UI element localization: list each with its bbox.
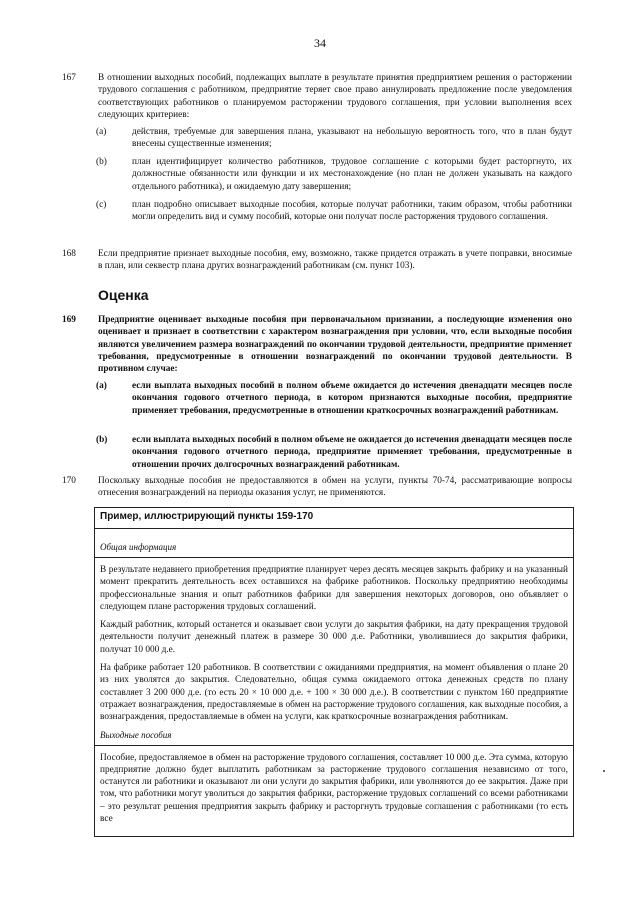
list-item xyxy=(96,434,572,471)
list-item-label: (b) xyxy=(96,435,108,445)
example-paragraph: В результате недавнего приобретения предприятие планирует через десять месяцев закрыть фабрику и на указанный момент прекратить деятельность всех оставшихся на фабрике работников. Поскольку предприятию необходимы профессиональные знания и опыт работников фабрики для завершения некоторых договоров, оно объявляет о следующем плане расторжения трудовых соглашений. xyxy=(100,565,568,612)
paragraph-168 xyxy=(62,248,572,273)
paragraph-text: Поскольку выходные пособия не предоставляются в обмен на услуги, пункты 70-74, рассматривающие вопросы отнесения вознаграждений на периоды оказания услуг, не применяются. xyxy=(98,476,572,499)
paragraph-number: 169 xyxy=(62,315,76,325)
list-item-label: (b) xyxy=(96,157,107,167)
example-paragraph: Пособие, предоставляемое в обмен на расторжение трудового соглашения, составляет 10 000 д.е. Эта сумма, которую предприятие должно будет выплатить работникам за расторжение трудового соглашения независимо от того, останутся ли работники и оказывают ли они услуги до закрытия фабрики, или уволняются до ее закрытия. Даже при том, что работники могут уволиться до закрытия фабрики, расторжение трудовых соглашений со всеми работниками – это результат решения предприятия закрыть фабрику и расторгнуть трудовые соглашения с работниками (то есть все xyxy=(100,752,568,825)
example-title: Пример, иллюстрирующий пункты 159-170 xyxy=(95,508,573,529)
paragraph-number: 170 xyxy=(62,476,76,486)
list-item-text: действия, требуемые для завершения плана, указывают на небольшую вероятность того, что в план будут внесены существенные изменения; xyxy=(132,127,572,150)
paragraph-text: Предприятие оценивает выходные пособия при первоначальном признании, а последующие изменения оно оценивает и признает в соответствии с характером вознаграждения при условии, что, если выходные пособия являются увеличением размера вознаграждений по окончании трудовой деятельности, предприятие применяет требования, предусмотренные в отношении вознаграждений по окончании трудовой деятельности. В противном случае: xyxy=(98,315,572,375)
list-item xyxy=(96,199,572,224)
list-item-label: (c) xyxy=(96,200,107,210)
paragraph-167 xyxy=(62,72,572,121)
section-heading: Оценка xyxy=(98,287,149,303)
paragraph-text: Если предприятие признает выходные пособия, ему, возможно, также придется отражать в учете поправки, вносимые в план, или секвестр плана других вознаграждений работникам (см. пункт 103). xyxy=(98,249,572,272)
paragraph-170 xyxy=(62,475,572,500)
list-item-text: если выплата выходных пособий в полном объеме ожидается до истечения двенадцати месяцев после окончания годового отчетного периода, в котором признаются выходные пособия, предприятие применяет требования, предусмотренные в отношении краткосрочных вознаграждений работникам. xyxy=(132,381,572,416)
list-item-label: (a) xyxy=(96,127,107,137)
example-section-heading: Выходные пособия xyxy=(95,730,573,746)
list-item-text: план подробно описывает выходные пособия, которые получат работники, таким образом, чтобы работники могли определить вид и сумму пособий, которые они получат после расторжения трудового соглашения. xyxy=(132,200,572,223)
paragraph-169 xyxy=(62,314,572,375)
example-section-heading: Общая информация xyxy=(95,539,573,558)
list-item-text: если выплата выходных пособий в полном объеме не ожидается до истечения двенадцати месяцев после окончания годового отчетного периода, предприятие применяет требования, предусмотренные в отношении прочих долгосрочных вознаграждений работникам. xyxy=(132,435,572,470)
example-paragraph: На фабрике работает 120 работников. В соответствии с ожиданиями предприятия, на момент объявления о плане 20 из них уволятся до закрытия. Следовательно, общая сумма ожидаемого оттока денежных средств по плану составляет 3 200 000 д.е. (то есть 20 × 10 000 д.е. + 100 × 30 000 д.е.). В соответствии с пунктом 160 предприятие отражает вознаграждения, предоставляемые в обмен на расторжение трудового соглашения, как выходные пособия, а вознаграждения, предоставляемые в обмен на услуги, как краткосрочные вознаграждения работникам. xyxy=(100,663,568,723)
example-box xyxy=(94,507,574,837)
scan-speck xyxy=(603,770,605,772)
list-item xyxy=(96,156,572,193)
list-item-text: план идентифицирует количество работников, трудовое соглашение с которыми будет расторгнуто, их должностные обязанности или функции и их местонахождение (но план не должен указывать на каждого отдельного работника), и ожидаемую дату завершения; xyxy=(132,157,572,192)
list-item xyxy=(96,380,572,417)
example-paragraph: Каждый работник, который останется и оказывает свои услуги до закрытия фабрики, на дату прекращения трудовой деятельности получит денежный платеж в размере 30 000 д.е. Работники, уволившиеся до закрытия фабрики, получат 10 000 д.е. xyxy=(100,620,568,655)
list-item-label: (a) xyxy=(96,381,107,391)
paragraph-number: 167 xyxy=(62,73,76,83)
page-number: 34 xyxy=(314,36,326,50)
list-item xyxy=(96,126,572,151)
paragraph-number: 168 xyxy=(62,249,76,259)
paragraph-text: В отношении выходных пособий, подлежащих выплате в результате принятия предприятием решения о расторжении трудового соглашения с работником, предприятие теряет свое право аннулировать предложение после уведомления соответствующих работников о планируемом расторжении трудового соглашения, при условии выполнения всех следующих критериев: xyxy=(98,73,572,120)
